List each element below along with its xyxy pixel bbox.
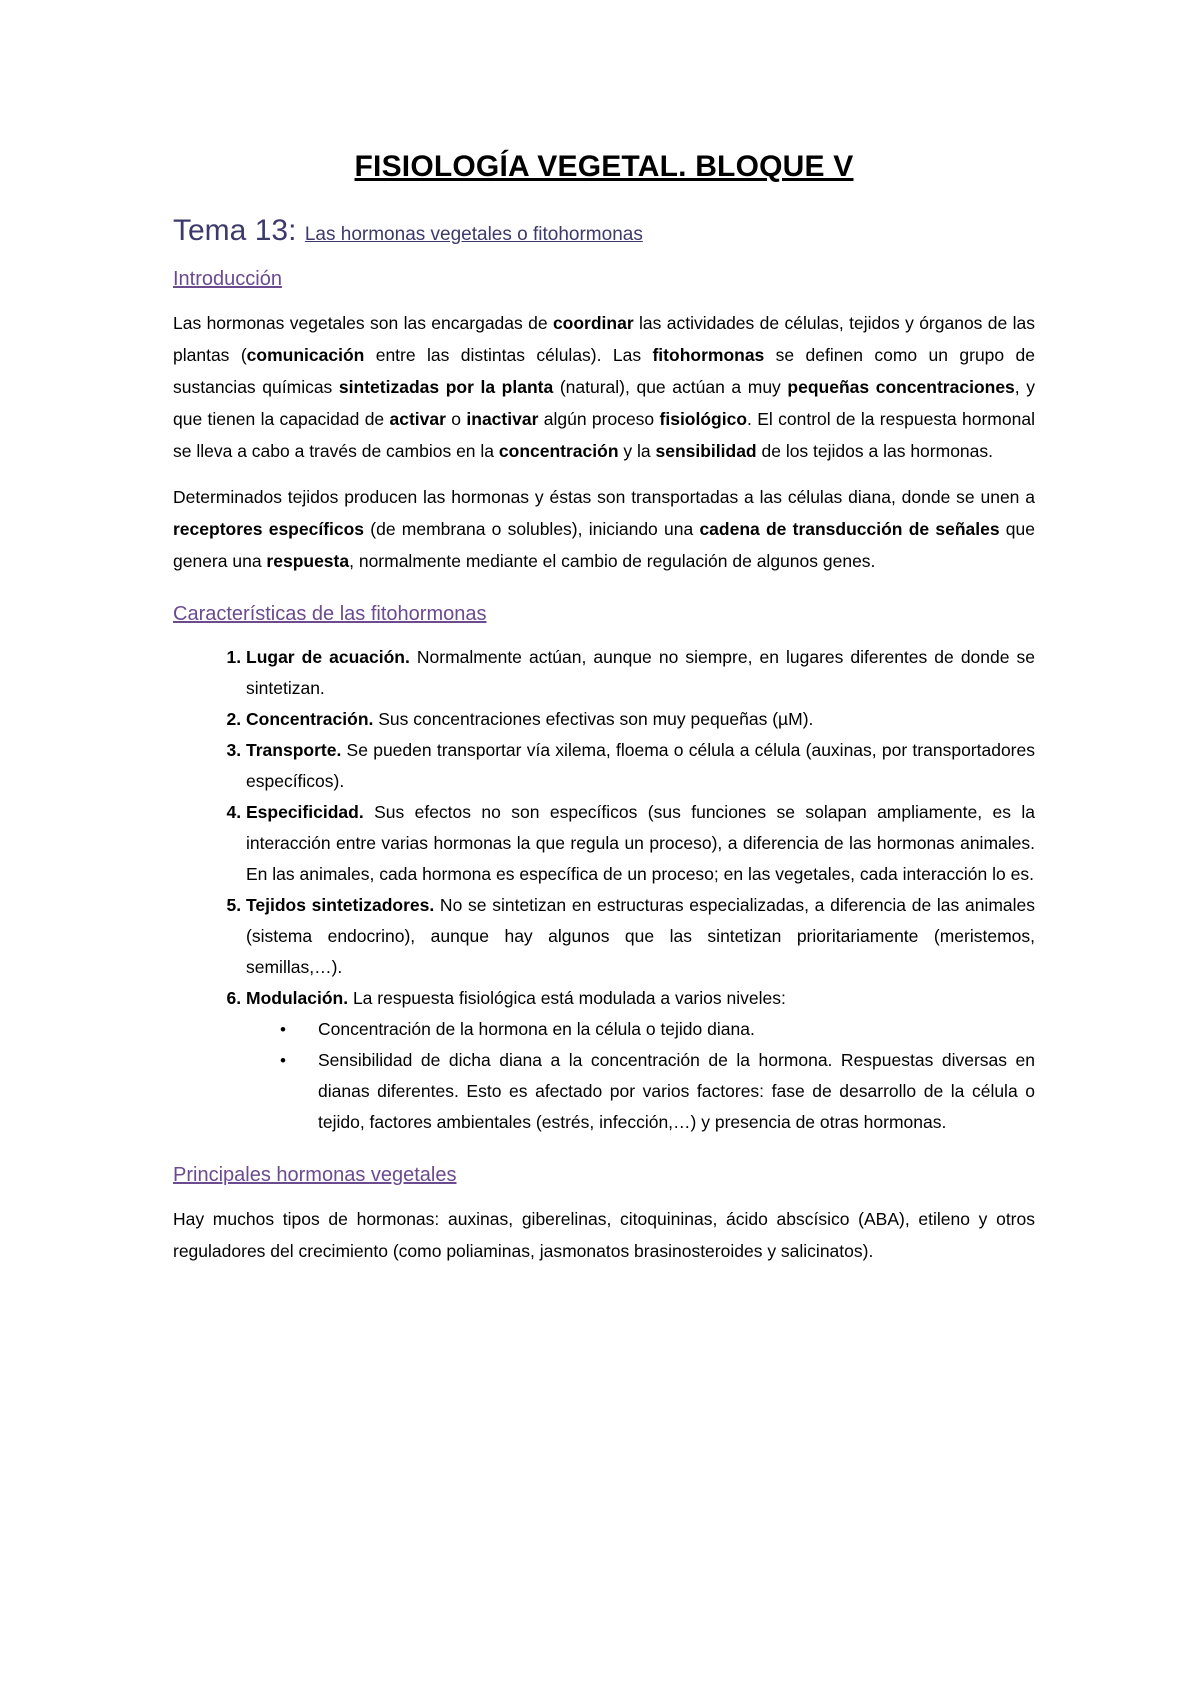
feature-item	[246, 735, 1035, 797]
text-run: o	[445, 409, 467, 429]
tema-label: Tema 13:	[173, 214, 297, 247]
feature-term: Concentración.	[246, 709, 374, 729]
bold-run: cadena de transducción de señales	[699, 519, 1000, 539]
text-run: que genera una	[173, 519, 1035, 571]
bold-run: comunicación	[246, 345, 365, 365]
feature-item	[246, 797, 1035, 890]
features-list	[173, 642, 1035, 1138]
bold-run: fitohormonas	[652, 345, 765, 365]
bold-run: inactivar	[466, 409, 539, 429]
sub-item-text: Concentración de la hormona en la célula o tejido diana.	[318, 1019, 755, 1039]
bold-run: sintetizadas por la planta	[338, 377, 554, 397]
text-run: . El control de la respuesta hormonal se lleva a cabo a través de cambios en la	[173, 409, 1035, 461]
text-run: y la	[618, 441, 656, 461]
feature-term: Modulación.	[246, 988, 349, 1008]
feature-item	[246, 704, 1035, 735]
text-run: , normalmente mediante el cambio de regulación de algunos genes.	[349, 551, 876, 571]
feature-text: No se sintetizan en estructuras especializadas, a diferencia de las animales (sistema endocrino), aunque hay algunos que las sintetizan prioritariamente (meristemos, semillas,…).	[246, 895, 1035, 977]
main-hormones-paragraph: Hay muchos tipos de hormonas: auxinas, giberelinas, citoquininas, ácido abscísico (ABA), etileno y otros reguladores del crecimiento (como poliaminas, jasmonatos brasinosteroides y salicinatos).	[173, 1209, 1035, 1261]
bold-run: pequeñas concentraciones	[787, 377, 1015, 397]
feature-term: Transporte.	[246, 740, 342, 760]
feature-text: Se pueden transportar vía xilema, floema o célula a célula (auxinas, por transportadores específicos).	[246, 740, 1035, 791]
bullet-icon: •	[280, 1020, 286, 1039]
text-run: algún proceso	[538, 409, 660, 429]
bold-run: fisiológico	[659, 409, 748, 429]
document-title: FISIOLOGÍA VEGETAL. BLOQUE V	[354, 150, 854, 183]
text-run: de los tejidos a las hormonas.	[756, 441, 994, 461]
feature-item	[246, 890, 1035, 983]
feature-text: La respuesta fisiológica está modulada a varios niveles:	[348, 988, 786, 1008]
sub-list-item	[280, 1014, 1035, 1045]
text-run: se definen como un grupo de sustancias químicas	[173, 345, 1035, 397]
intro-paragraph-2	[173, 481, 1035, 577]
sub-item-text: Sensibilidad de dicha diana a la concentración de la hormona. Respuestas diversas en dianas diferentes. Esto es afectado por varios factores: fase de desarrollo de la célula o tejido, factores ambientales (estrés, infección,…) y presencia de otras hormonas.	[318, 1050, 1035, 1132]
feature-term: Tejidos sintetizadores.	[246, 895, 435, 915]
feature-text: Normalmente actúan, aunque no siempre, en lugares diferentes de donde se sintetizan.	[246, 647, 1035, 698]
feature-term: Lugar de acuación.	[246, 647, 410, 667]
feature-text: Sus efectos no son específicos (sus funciones se solapan ampliamente, es la interacción entre varias hormonas la que regula un proceso), a diferencia de las hormonas animales. En las animales, cada hormona es específica de un proceso; en las vegetales, cada interacción lo es.	[246, 802, 1035, 884]
bold-run: sensibilidad	[655, 441, 757, 461]
text-run: entre las distintas células). Las	[364, 345, 653, 365]
modulation-sublist	[246, 1014, 1035, 1138]
text-run: Determinados tejidos producen las hormonas y éstas son transportadas a las células diana, donde se unen a	[173, 487, 1035, 507]
bold-run: receptores específicos	[173, 519, 365, 539]
main-hormones-heading: Principales hormonas vegetales	[173, 1164, 457, 1186]
bold-run: coordinar	[552, 313, 634, 333]
bold-run: respuesta	[266, 551, 350, 571]
tema-heading	[173, 214, 1035, 248]
text-run: (natural), que actúan a muy	[553, 377, 788, 397]
feature-item	[246, 642, 1035, 704]
text-run: las actividades de células, tejidos y órganos de las plantas (	[173, 313, 1035, 365]
text-run: (de membrana o solubles), iniciando una	[364, 519, 700, 539]
bold-run: concentración	[498, 441, 619, 461]
sub-list-item	[280, 1045, 1035, 1138]
feature-term: Especificidad.	[246, 802, 364, 822]
feature-text: Sus concentraciones efectivas son muy pequeñas (µM).	[373, 709, 814, 729]
intro-heading: Introducción	[173, 268, 282, 290]
text-run: , y que tienen la capacidad de	[173, 377, 1036, 429]
document-page	[173, 150, 1035, 1281]
intro-paragraph-1	[173, 307, 1035, 467]
text-run: Las hormonas vegetales son las encargadas de	[173, 313, 553, 333]
bullet-icon: •	[280, 1051, 286, 1070]
tema-subtitle: Las hormonas vegetales o fitohormonas	[304, 224, 643, 245]
feature-item	[246, 983, 1035, 1138]
features-heading: Características de las fitohormonas	[173, 603, 487, 625]
bold-run: activar	[389, 409, 446, 429]
